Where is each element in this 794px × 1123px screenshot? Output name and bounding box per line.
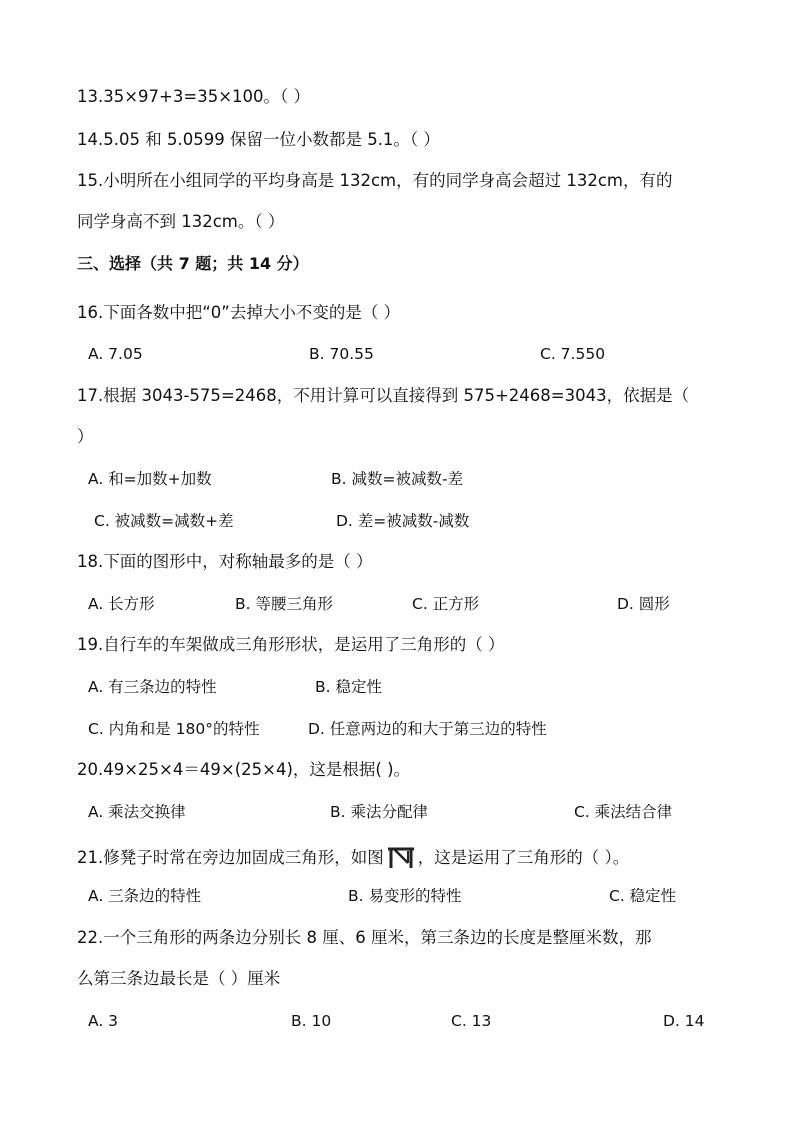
question-15-line-1: 15.小明所在小组同学的平均身高是 132cm，有的同学身高会超过 132cm，有的 xyxy=(77,171,673,190)
question-22-stem-line-2: 么第三条边最长是（ ）厘米 xyxy=(77,969,281,988)
question-18-stem: 18.下面的图形中，对称轴最多的是（ ） xyxy=(77,552,373,571)
question-21-stem-after: ，这是运用了三角形的（ ）。 xyxy=(417,848,630,867)
question-16-stem: 16.下面各数中把“0”去掉大小不变的是（ ） xyxy=(77,303,401,322)
question-21-option-a: A. 三条边的特性 xyxy=(88,887,202,905)
question-20-option-c: C. 乘法结合律 xyxy=(574,803,673,821)
question-22-stem-line-1: 22.一个三角形的两条边分别长 8 厘、6 厘米，第三条边的长度是整厘米数，那 xyxy=(77,928,652,947)
question-17-option-b: B. 减数=被减数-差 xyxy=(331,470,464,488)
question-16-option-c: C. 7.550 xyxy=(540,345,606,363)
question-21-option-c: C. 稳定性 xyxy=(609,887,677,905)
question-14: 14.5.05 和 5.0599 保留一位小数都是 5.1。（ ） xyxy=(77,130,440,149)
question-18-option-a: A. 长方形 xyxy=(88,595,155,613)
question-15-line-2: 同学身高不到 132cm。（ ） xyxy=(77,212,285,231)
question-17-stem-line-1: 17.根据 3043-575=2468，不用计算可以直接得到 575+2468=3043，依据是（ xyxy=(77,386,690,405)
question-19-option-a: A. 有三条边的特性 xyxy=(88,678,217,696)
question-21-option-b: B. 易变形的特性 xyxy=(348,887,462,905)
question-16-option-b: B. 70.55 xyxy=(309,345,374,363)
question-19-stem: 19.自行车的车架做成三角形形状，是运用了三角形的（ ） xyxy=(77,635,505,654)
question-22-option-a: A. 3 xyxy=(88,1012,119,1030)
question-17-option-d: D. 差=被减数-减数 xyxy=(336,512,470,530)
question-19-option-d: D. 任意两边的和大于第三边的特性 xyxy=(308,720,547,738)
section-3-heading: 三、选择（共 7 题；共 14 分） xyxy=(77,254,309,273)
question-13: 13.35×97+3=35×100。（ ） xyxy=(77,87,311,106)
question-22-option-c: C. 13 xyxy=(451,1012,492,1030)
question-22-option-d: D. 14 xyxy=(663,1012,705,1030)
question-16-option-a: A. 7.05 xyxy=(88,345,143,363)
question-19-option-c: C. 内角和是 180°的特性 xyxy=(88,720,260,738)
question-21-stem xyxy=(77,843,629,869)
question-19-option-b: B. 稳定性 xyxy=(315,678,382,696)
question-21-stem-before: 21.修凳子时常在旁边加固成三角形，如图 xyxy=(77,848,384,867)
question-20-option-b: B. 乘法分配律 xyxy=(330,803,428,821)
question-20-stem: 20.49×25×4＝49×(25×4)，这是根据( )。 xyxy=(77,760,411,779)
question-17-stem-line-2: ） xyxy=(77,427,94,446)
question-22-option-b: B. 10 xyxy=(291,1012,332,1030)
question-17-option-c: C. 被减数=减数+差 xyxy=(94,512,234,530)
question-18-option-b: B. 等腰三角形 xyxy=(235,595,333,613)
question-17-option-a: A. 和=加数+加数 xyxy=(88,470,212,488)
question-18-option-d: D. 圆形 xyxy=(617,595,670,613)
question-20-option-a: A. 乘法交换律 xyxy=(88,803,186,821)
question-18-option-c: C. 正方形 xyxy=(412,595,480,613)
stool-diagram-icon xyxy=(386,843,416,869)
